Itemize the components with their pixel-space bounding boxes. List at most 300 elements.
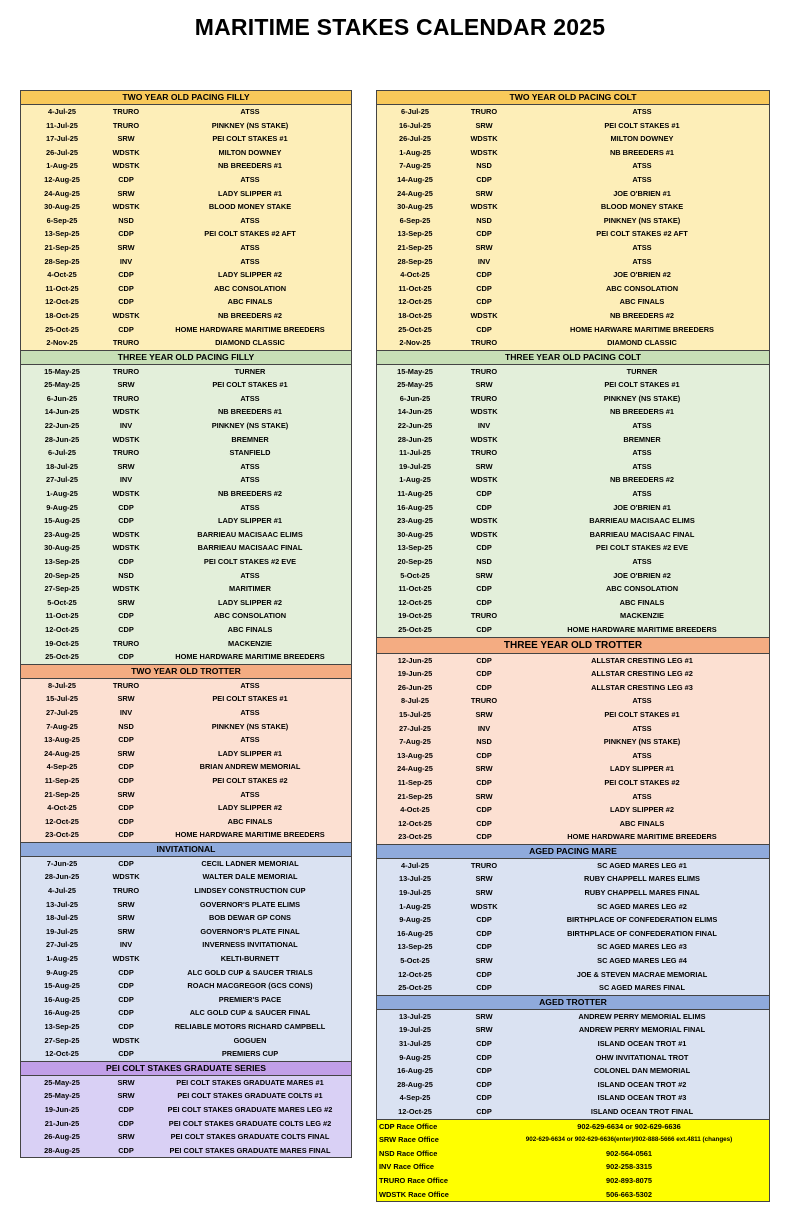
race-name: ATSS xyxy=(240,475,260,485)
race-track: WDSTK xyxy=(112,202,140,212)
race-track: CDP xyxy=(118,1022,134,1031)
section-header: TWO YEAR OLD PACING COLT xyxy=(377,91,769,105)
section-pei-colt-stakes-graduate-series xyxy=(20,1062,352,1159)
race-date: 21-Sep-25 xyxy=(397,242,433,252)
race-name: MILTON DOWNEY xyxy=(610,134,674,144)
race-date: 25-Oct-25 xyxy=(398,324,432,334)
race-name: BREMNER xyxy=(623,434,661,444)
table-row xyxy=(21,295,351,309)
race-date: 28-Aug-25 xyxy=(397,1079,433,1089)
race-name: PINKNEY (NS STAKE) xyxy=(211,421,289,431)
table-row xyxy=(377,214,769,228)
page-title: MARITIME STAKES CALENDAR 2025 xyxy=(194,14,606,40)
race-date: 13-Sep-25 xyxy=(44,557,80,566)
race-name: BREMNER xyxy=(231,434,269,444)
race-name: BARRIEAU MACISAAC FINAL xyxy=(197,543,303,553)
table-row xyxy=(21,788,351,802)
table-row xyxy=(377,241,769,255)
race-date: 21-Sep-25 xyxy=(44,789,80,799)
race-track: CDP xyxy=(118,297,134,307)
race-date: 23-Oct-25 xyxy=(398,832,432,842)
race-date: 12-Oct-25 xyxy=(45,297,79,307)
race-track: WDSTK xyxy=(112,161,140,171)
race-track: CDP xyxy=(476,942,492,952)
race-name: PEI COLT STAKES #1 xyxy=(212,134,288,144)
race-track: TRURO xyxy=(470,448,498,458)
race-name: BARRIEAU MACISAAC FINAL xyxy=(589,529,695,539)
contact-phone: 902-893-8075 xyxy=(605,1175,653,1185)
race-track: SRW xyxy=(117,597,135,607)
race-date: 11-Oct-25 xyxy=(398,283,432,293)
race-name: ATSS xyxy=(632,242,652,252)
race-track: CDP xyxy=(118,1049,134,1059)
race-date: 12-Jun-25 xyxy=(397,655,433,665)
race-name: ALLSTAR CRESTING LEG #3 xyxy=(591,682,693,692)
section-header: AGED TROTTER xyxy=(377,996,769,1010)
race-track: SRW xyxy=(475,709,493,719)
table-row xyxy=(377,872,769,886)
table-row xyxy=(377,227,769,241)
table-row xyxy=(377,749,769,763)
race-date: 12-Oct-25 xyxy=(398,818,432,828)
table-row xyxy=(21,1047,351,1061)
race-name: PEI COLT STAKES #1 xyxy=(604,709,680,719)
race-track: TRURO xyxy=(112,680,140,690)
race-track: INV xyxy=(477,723,491,733)
race-name: PEI COLT STAKES #2 EVE xyxy=(203,557,297,566)
table-row xyxy=(377,200,769,214)
table-row xyxy=(21,760,351,774)
table-row xyxy=(377,667,769,681)
table-row xyxy=(377,460,769,474)
race-name: PEI COLT STAKES #2 AFT xyxy=(204,229,296,239)
contact-phone: 902-564-0561 xyxy=(605,1148,653,1158)
table-row xyxy=(377,473,769,487)
race-name: ABC FINALS xyxy=(227,297,273,307)
race-track: CDP xyxy=(476,983,492,993)
table-row xyxy=(21,336,351,350)
race-name: RUBY CHAPPELL MARES FINAL xyxy=(584,888,700,898)
race-date: 16-Aug-25 xyxy=(397,928,433,938)
race-name: PINKNEY (NS STAKE) xyxy=(211,721,289,731)
race-name: ATSS xyxy=(240,174,260,184)
table-row xyxy=(21,884,351,898)
table-row xyxy=(21,650,351,664)
race-date: 4-Oct-25 xyxy=(47,803,77,813)
race-track: SRW xyxy=(475,874,493,884)
race-track: CDP xyxy=(476,928,492,938)
race-date: 12-Oct-25 xyxy=(45,624,79,634)
race-name: MACKENZIE xyxy=(620,611,664,621)
race-date: 14-Jun-25 xyxy=(397,407,433,417)
race-name: ATSS xyxy=(632,461,652,471)
race-name: ATSS xyxy=(240,502,260,512)
race-name: PREMIER'S PACE xyxy=(218,994,282,1004)
race-name: ATSS xyxy=(632,557,652,566)
race-date: 25-Oct-25 xyxy=(398,624,432,634)
race-name: LINDSEY CONSTRUCTION CUP xyxy=(194,886,306,896)
race-name: JOE O'BRIEN #2 xyxy=(613,270,671,280)
table-row xyxy=(21,1034,351,1048)
table-row xyxy=(21,282,351,296)
race-name: PEI COLT STAKES #1 xyxy=(212,380,288,390)
race-track: NSD xyxy=(118,215,134,225)
race-name: ABC CONSOLATION xyxy=(605,584,679,594)
table-row xyxy=(21,1020,351,1034)
race-track: CDP xyxy=(476,915,492,925)
race-name: NB BREEDERS #2 xyxy=(609,310,675,320)
race-name: TURNER xyxy=(626,366,658,376)
race-track: CDP xyxy=(476,669,492,679)
race-track: CDP xyxy=(476,1079,492,1089)
race-name: CECIL LADNER MEMORIAL xyxy=(201,858,299,868)
race-name: LADY SLIPPER #1 xyxy=(610,764,674,774)
race-track: SRW xyxy=(117,694,135,704)
race-date: 17-Jul-25 xyxy=(45,134,79,144)
race-name: PEI COLT STAKES GRADUATE MARES FINAL xyxy=(169,1145,331,1155)
race-track: SRW xyxy=(117,1091,135,1101)
race-date: 27-Sep-25 xyxy=(44,584,80,594)
race-track: WDSTK xyxy=(112,310,140,320)
race-track: CDP xyxy=(118,762,134,772)
race-track: CDP xyxy=(476,489,492,499)
race-date: 6-Jun-25 xyxy=(399,393,431,403)
section-header: TWO YEAR OLD TROTTER xyxy=(21,665,351,679)
race-name: ABC FINALS xyxy=(227,624,273,634)
table-row xyxy=(377,309,769,323)
race-name: BIRTHPLACE OF CONFEDERATION ELIMS xyxy=(566,915,718,925)
table-row xyxy=(377,1010,769,1024)
race-track: WDSTK xyxy=(112,543,140,553)
race-date: 28-Sep-25 xyxy=(44,256,80,266)
race-date: 12-Oct-25 xyxy=(398,969,432,979)
race-date: 4-Jul-25 xyxy=(48,107,76,116)
race-track: CDP xyxy=(476,805,492,815)
race-name: WALTER DALE MEMORIAL xyxy=(202,872,298,882)
race-track: TRURO xyxy=(112,338,140,348)
race-name: BARRIEAU MACISAAC ELIMS xyxy=(589,516,695,526)
race-date: 13-Jul-25 xyxy=(398,1011,432,1021)
race-date: 24-Aug-25 xyxy=(44,748,80,758)
race-track: CDP xyxy=(118,858,134,868)
race-name: LADY SLIPPER #1 xyxy=(218,748,282,758)
table-row xyxy=(21,815,351,829)
race-track: CDP xyxy=(476,832,492,842)
race-date: 11-Sep-25 xyxy=(44,775,80,785)
table-row xyxy=(377,803,769,817)
race-date: 24-Aug-25 xyxy=(397,764,433,774)
race-date: 26-Jul-25 xyxy=(398,134,432,144)
race-track: INV xyxy=(477,256,491,266)
table-row xyxy=(21,200,351,214)
race-date: 16-Jul-25 xyxy=(398,120,432,130)
race-date: 4-Oct-25 xyxy=(47,270,77,280)
race-date: 5-Oct-25 xyxy=(400,570,430,580)
race-date: 1-Aug-25 xyxy=(46,489,78,499)
race-name: ALLSTAR CRESTING LEG #2 xyxy=(591,669,693,679)
race-date: 15-Jul-25 xyxy=(45,694,79,704)
race-date: 15-Aug-25 xyxy=(44,981,80,991)
race-name: ATSS xyxy=(632,723,652,733)
race-date: 8-Jul-25 xyxy=(48,680,76,690)
section-header: THREE YEAR OLD PACING FILLY xyxy=(21,351,351,365)
race-name: PINKNEY (NS STAKE) xyxy=(603,393,681,403)
table-row xyxy=(377,859,769,873)
table-row xyxy=(377,1105,769,1119)
race-track: NSD xyxy=(476,737,492,747)
race-track: CDP xyxy=(476,1052,492,1062)
race-date: 11-Oct-25 xyxy=(45,283,79,293)
race-date: 28-Jun-25 xyxy=(397,434,433,444)
section-header: PEI COLT STAKES GRADUATE SERIES xyxy=(21,1062,351,1076)
race-name: JOE O'BRIEN #2 xyxy=(613,570,671,580)
section-header: TWO YEAR OLD PACING FILLY xyxy=(21,91,351,105)
race-name: JOE & STEVEN MACRAE MEMORIAL xyxy=(576,969,708,979)
race-track: SRW xyxy=(475,461,493,471)
race-name: ANDREW PERRY MEMORIAL FINAL xyxy=(578,1025,706,1035)
race-name: DIAMOND CLASSIC xyxy=(215,338,285,348)
table-row xyxy=(377,1078,769,1092)
race-date: 1-Aug-25 xyxy=(399,475,431,485)
table-row xyxy=(377,830,769,844)
race-name: ALC GOLD CUP & SAUCER FINAL xyxy=(189,1008,311,1018)
race-name: ANDREW PERRY MEMORIAL ELIMS xyxy=(578,1011,706,1021)
right-column xyxy=(376,90,770,1202)
table-row xyxy=(21,747,351,761)
race-name: DIAMOND CLASSIC xyxy=(607,338,677,348)
race-date: 13-Jul-25 xyxy=(45,899,79,909)
race-track: TRURO xyxy=(470,860,498,870)
race-track: TRURO xyxy=(470,393,498,403)
race-name: ABC CONSOLATION xyxy=(213,283,287,293)
race-date: 16-Aug-25 xyxy=(397,1066,433,1076)
race-track: SRW xyxy=(117,926,135,936)
race-date: 28-Jun-25 xyxy=(44,434,80,444)
table-row xyxy=(21,132,351,146)
race-track: WDSTK xyxy=(112,407,140,417)
race-date: 11-Jul-25 xyxy=(46,120,78,130)
race-date: 1-Aug-25 xyxy=(46,161,78,171)
table-row xyxy=(377,187,769,201)
race-date: 19-Jun-25 xyxy=(44,1104,80,1114)
contact-row xyxy=(377,1188,769,1202)
race-name: ABC CONSOLATION xyxy=(213,611,287,621)
table-row xyxy=(377,365,769,379)
race-name: COLONEL DAN MEMORIAL xyxy=(593,1066,691,1076)
race-name: BRIAN ANDREW MEMORIAL xyxy=(199,762,301,772)
race-date: 1-Aug-25 xyxy=(399,147,431,157)
table-row xyxy=(21,241,351,255)
race-name: ATSS xyxy=(240,393,260,403)
race-date: 25-Oct-25 xyxy=(398,983,432,993)
race-date: 25-May-25 xyxy=(44,1077,80,1087)
table-row xyxy=(377,433,769,447)
race-track: INV xyxy=(477,421,491,431)
race-date: 23-Oct-25 xyxy=(45,830,79,840)
contact-row xyxy=(377,1133,769,1147)
race-track: CDP xyxy=(118,174,134,184)
table-row xyxy=(377,336,769,350)
table-row xyxy=(377,541,769,555)
race-date: 9-Aug-25 xyxy=(399,1052,431,1062)
race-name: PINKNEY (NS STAKE) xyxy=(603,737,681,747)
race-name: LADY SLIPPER #2 xyxy=(218,803,282,813)
section-three-year-old-pacing-colt xyxy=(376,351,770,638)
table-row xyxy=(21,733,351,747)
race-date: 11-Aug-25 xyxy=(397,489,433,499)
table-row xyxy=(377,694,769,708)
race-track: TRURO xyxy=(112,107,140,116)
race-date: 27-Sep-25 xyxy=(44,1035,80,1045)
race-name: PEI COLT STAKES #2 AFT xyxy=(596,229,688,239)
race-track: WDSTK xyxy=(470,147,498,157)
race-name: HOME HARDWARE MARITIME BREEDERS xyxy=(175,830,325,840)
table-row xyxy=(21,227,351,241)
race-name: INVERNESS INVITATIONAL xyxy=(202,940,298,950)
table-row xyxy=(21,952,351,966)
race-name: ATSS xyxy=(240,789,260,799)
race-date: 4-Jul-25 xyxy=(401,860,429,870)
race-track: CDP xyxy=(476,584,492,594)
race-date: 20-Sep-25 xyxy=(44,570,80,580)
race-track: CDP xyxy=(118,516,134,526)
race-name: PEI COLT STAKES #2 xyxy=(604,777,680,787)
race-name: ISLAND OCEAN TROT FINAL xyxy=(590,1106,694,1116)
race-date: 16-Aug-25 xyxy=(44,1008,80,1018)
race-date: 12-Oct-25 xyxy=(398,597,432,607)
race-date: 15-Jul-25 xyxy=(398,709,432,719)
race-track: TRURO xyxy=(112,638,140,648)
race-date: 22-Jun-25 xyxy=(397,421,433,431)
race-date: 20-Sep-25 xyxy=(397,557,433,566)
table-row xyxy=(21,214,351,228)
race-track: CDP xyxy=(476,750,492,760)
table-row xyxy=(377,528,769,542)
table-row xyxy=(21,173,351,187)
table-row xyxy=(377,323,769,337)
race-date: 15-May-25 xyxy=(397,366,433,376)
table-row xyxy=(377,446,769,460)
section-aged-pacing-mare xyxy=(376,845,770,996)
table-row xyxy=(21,446,351,460)
race-date: 11-Oct-25 xyxy=(398,584,432,594)
race-name: ABC FINALS xyxy=(227,816,273,826)
table-row xyxy=(377,722,769,736)
race-date: 15-May-25 xyxy=(44,366,80,376)
table-row xyxy=(377,105,769,119)
section-three-year-old-trotter xyxy=(376,638,770,845)
race-track: SRW xyxy=(117,242,135,252)
table-row xyxy=(377,968,769,982)
table-row xyxy=(21,925,351,939)
race-track: CDP xyxy=(118,775,134,785)
race-date: 27-Jul-25 xyxy=(398,723,432,733)
race-date: 24-Aug-25 xyxy=(44,188,80,198)
table-row xyxy=(377,1037,769,1051)
race-date: 1-Aug-25 xyxy=(46,954,78,964)
table-row xyxy=(21,1103,351,1117)
section-header: THREE YEAR OLD PACING COLT xyxy=(377,351,769,365)
race-date: 23-Aug-25 xyxy=(397,516,433,526)
race-date: 21-Sep-25 xyxy=(44,242,80,252)
race-date: 27-Jul-25 xyxy=(45,475,79,485)
race-track: WDSTK xyxy=(112,584,140,594)
race-track: CDP xyxy=(118,324,134,334)
table-row xyxy=(377,609,769,623)
race-name: HOME HARDWARE MARITIME BREEDERS xyxy=(175,652,325,662)
race-name: ATSS xyxy=(632,107,652,116)
contact-row xyxy=(377,1174,769,1188)
table-row xyxy=(21,870,351,884)
table-row xyxy=(21,911,351,925)
race-track: CDP xyxy=(118,652,134,662)
race-track: NSD xyxy=(118,721,134,731)
race-track: WDSTK xyxy=(470,407,498,417)
table-row xyxy=(377,582,769,596)
race-name: ATSS xyxy=(240,461,260,471)
contact-label: NSD Race Office xyxy=(379,1148,438,1158)
race-date: 4-Jul-25 xyxy=(48,886,76,896)
race-track: WDSTK xyxy=(470,901,498,911)
table-row xyxy=(21,857,351,871)
table-row xyxy=(21,419,351,433)
race-track: SRW xyxy=(117,899,135,909)
table-row xyxy=(21,514,351,528)
table-row xyxy=(377,596,769,610)
race-track: NSD xyxy=(476,557,492,566)
race-date: 8-Jul-25 xyxy=(401,696,429,706)
race-date: 22-Jun-25 xyxy=(44,421,80,431)
race-track: WDSTK xyxy=(470,434,498,444)
race-date: 23-Aug-25 xyxy=(44,529,80,539)
race-date: 7-Jun-25 xyxy=(46,858,78,868)
race-date: 1-Aug-25 xyxy=(399,901,431,911)
race-track: CDP xyxy=(476,818,492,828)
table-row xyxy=(377,378,769,392)
race-date: 13-Aug-25 xyxy=(397,750,433,760)
table-row xyxy=(377,255,769,269)
race-name: ROACH MACGREGOR (GCS CONS) xyxy=(187,981,313,991)
race-name: ATSS xyxy=(240,680,260,690)
race-name: HOME HARDWARE MARITIME BREEDERS xyxy=(567,832,717,842)
race-name: PREMIERS CUP xyxy=(221,1049,279,1059)
race-date: 18-Jul-25 xyxy=(45,461,79,471)
race-name: BLOOD MONEY STAKE xyxy=(600,202,684,212)
race-name: NB BREEDERS #2 xyxy=(609,475,675,485)
race-name: GOGUEN xyxy=(233,1035,267,1045)
race-track: CDP xyxy=(476,297,492,307)
race-date: 9-Aug-25 xyxy=(46,967,78,977)
table-row xyxy=(21,105,351,119)
race-date: 30-Aug-25 xyxy=(44,543,80,553)
race-track: CDP xyxy=(476,1066,492,1076)
race-date: 30-Aug-25 xyxy=(397,529,433,539)
table-row xyxy=(377,913,769,927)
race-track: WDSTK xyxy=(470,202,498,212)
race-name: PEI COLT STAKES GRADUATE MARES LEG #2 xyxy=(167,1104,333,1114)
race-track: WDSTK xyxy=(470,134,498,144)
table-row xyxy=(21,1130,351,1144)
table-row xyxy=(377,817,769,831)
race-track: CDP xyxy=(476,597,492,607)
race-track: WDSTK xyxy=(470,310,498,320)
race-date: 21-Sep-25 xyxy=(397,791,433,801)
race-date: 13-Jul-25 xyxy=(398,874,432,884)
section-two-year-old-pacing-filly xyxy=(20,90,352,351)
race-track: WDSTK xyxy=(112,489,140,499)
race-name: ATSS xyxy=(240,707,260,717)
race-date: 6-Jul-25 xyxy=(48,448,76,458)
